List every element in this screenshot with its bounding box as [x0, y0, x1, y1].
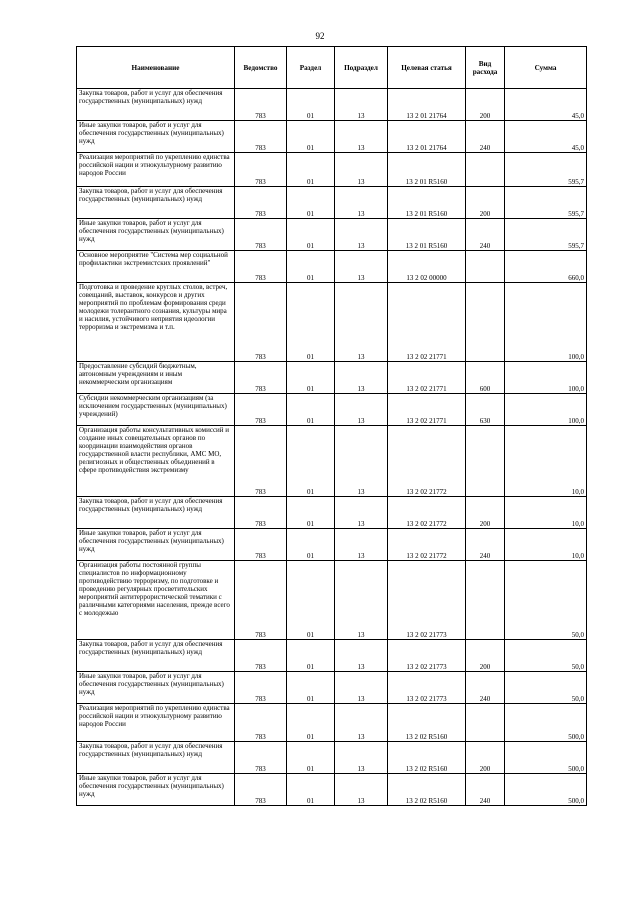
row-expense-type [466, 283, 505, 362]
row-name: Закупка товаров, работ и услуг для обеспечения государственных (муниципальных) нужд [77, 640, 235, 672]
row-section: 01 [287, 187, 335, 219]
row-subsection: 13 [335, 561, 388, 640]
row-department: 783 [235, 219, 287, 251]
row-department: 783 [235, 426, 287, 497]
table-row [77, 251, 587, 283]
row-name: Субсидии некоммерческим организациям (за исключением государственных (муниципальных) учреждений) [77, 394, 235, 426]
row-section: 01 [287, 561, 335, 640]
header-section: Раздел [287, 47, 335, 89]
row-amount: 500,0 [505, 774, 587, 806]
row-name: Иные закупки товаров, работ и услуг для обеспечения государственных (муниципальных) нужд [77, 672, 235, 704]
row-name: Основное мероприятие "Система мер социальной профилактики экстремистских проявлений" [77, 251, 235, 283]
row-department: 783 [235, 529, 287, 561]
row-department: 783 [235, 640, 287, 672]
row-amount: 500,0 [505, 704, 587, 742]
row-expense-type: 240 [466, 774, 505, 806]
row-name: Организация работы консультативных комиссий и создание иных совещательных органов по координации взаимодействия органов государственной власти республики, АМС МО, религиозных и общественных объединений в сфере противодействия экстремизму [77, 426, 235, 497]
header-name: Наименование [77, 47, 235, 89]
row-name: Иные закупки товаров, работ и услуг для обеспечения государственных (муниципальных) нужд [77, 529, 235, 561]
row-subsection: 13 [335, 672, 388, 704]
row-subsection: 13 [335, 640, 388, 672]
row-expense-type [466, 561, 505, 640]
row-department: 783 [235, 704, 287, 742]
header-subsection: Подраздел [335, 47, 388, 89]
table-header-row [77, 47, 587, 89]
row-expense-type: 200 [466, 640, 505, 672]
row-target: 13 2 02 21773 [388, 640, 466, 672]
row-name: Закупка товаров, работ и услуг для обеспечения государственных (муниципальных) нужд [77, 187, 235, 219]
row-subsection: 13 [335, 251, 388, 283]
row-department: 783 [235, 742, 287, 774]
row-department: 783 [235, 121, 287, 153]
row-section: 01 [287, 774, 335, 806]
row-name: Закупка товаров, работ и услуг для обеспечения государственных (муниципальных) нужд [77, 742, 235, 774]
row-amount: 100,0 [505, 362, 587, 394]
table-row [77, 89, 587, 121]
row-target: 13 2 01 R5160 [388, 153, 466, 187]
row-section: 01 [287, 219, 335, 251]
table-row [77, 283, 587, 362]
row-subsection: 13 [335, 153, 388, 187]
row-subsection: 13 [335, 362, 388, 394]
row-amount: 50,0 [505, 640, 587, 672]
row-target: 13 2 02 21773 [388, 672, 466, 704]
row-name: Закупка товаров, работ и услуг для обеспечения государственных (муниципальных) нужд [77, 497, 235, 529]
row-target: 13 2 02 21773 [388, 561, 466, 640]
row-expense-type: 240 [466, 121, 505, 153]
row-expense-type: 200 [466, 742, 505, 774]
row-target: 13 2 02 R5160 [388, 704, 466, 742]
row-department: 783 [235, 774, 287, 806]
row-name: Предоставление субсидий бюджетным, автономным учреждениям и иным некоммерческим организациям [77, 362, 235, 394]
header-amount: Сумма [505, 47, 587, 89]
row-section: 01 [287, 394, 335, 426]
header-expense-type: Вид расхода [466, 47, 505, 89]
row-expense-type: 240 [466, 529, 505, 561]
table-row [77, 640, 587, 672]
row-expense-type: 600 [466, 362, 505, 394]
row-target: 13 2 02 21772 [388, 497, 466, 529]
row-subsection: 13 [335, 426, 388, 497]
row-amount: 595,7 [505, 153, 587, 187]
row-target: 13 2 02 21771 [388, 362, 466, 394]
table-row [77, 529, 587, 561]
table-row [77, 426, 587, 497]
row-section: 01 [287, 426, 335, 497]
table-row [77, 153, 587, 187]
row-subsection: 13 [335, 529, 388, 561]
row-section: 01 [287, 251, 335, 283]
row-section: 01 [287, 362, 335, 394]
row-target: 13 2 02 R5160 [388, 742, 466, 774]
row-subsection: 13 [335, 121, 388, 153]
row-department: 783 [235, 187, 287, 219]
table-row [77, 219, 587, 251]
budget-table [76, 46, 587, 806]
row-expense-type: 240 [466, 219, 505, 251]
row-department: 783 [235, 362, 287, 394]
row-amount: 100,0 [505, 394, 587, 426]
row-department: 783 [235, 672, 287, 704]
row-amount: 10,0 [505, 497, 587, 529]
table-row [77, 774, 587, 806]
table-row [77, 497, 587, 529]
header-target: Целевая статья [388, 47, 466, 89]
row-subsection: 13 [335, 219, 388, 251]
row-subsection: 13 [335, 283, 388, 362]
table-row [77, 672, 587, 704]
row-amount: 595,7 [505, 219, 587, 251]
row-expense-type: 200 [466, 187, 505, 219]
row-target: 13 2 02 21772 [388, 426, 466, 497]
row-expense-type: 630 [466, 394, 505, 426]
row-amount: 595,7 [505, 187, 587, 219]
row-subsection: 13 [335, 497, 388, 529]
table-row [77, 394, 587, 426]
table-row [77, 187, 587, 219]
row-name: Иные закупки товаров, работ и услуг для обеспечения государственных (муниципальных) нужд [77, 121, 235, 153]
row-target: 13 2 02 00000 [388, 251, 466, 283]
row-department: 783 [235, 251, 287, 283]
row-section: 01 [287, 153, 335, 187]
row-section: 01 [287, 89, 335, 121]
table-row [77, 362, 587, 394]
row-name: Подготовка и проведение круглых столов, встреч, совещаний, выставок, конкурсов и других мероприятий по проблемам формирования среди молодежи толерантного сознания, культуры мира и насилия, устойчивого неприятия идеологии терроризма и экстремизма и т.п. [77, 283, 235, 362]
row-target: 13 2 02 21772 [388, 529, 466, 561]
row-amount: 50,0 [505, 672, 587, 704]
row-section: 01 [287, 672, 335, 704]
row-amount: 660,0 [505, 251, 587, 283]
row-amount: 500,0 [505, 742, 587, 774]
row-department: 783 [235, 283, 287, 362]
row-target: 13 2 02 21771 [388, 394, 466, 426]
row-subsection: 13 [335, 89, 388, 121]
row-section: 01 [287, 742, 335, 774]
row-section: 01 [287, 529, 335, 561]
row-target: 13 2 01 R5160 [388, 187, 466, 219]
table-row [77, 121, 587, 153]
row-name: Иные закупки товаров, работ и услуг для обеспечения государственных (муниципальных) нужд [77, 219, 235, 251]
row-department: 783 [235, 497, 287, 529]
row-subsection: 13 [335, 394, 388, 426]
row-name: Реализация мероприятий по укреплению единства российской нации и этнокультурному развитию народов России [77, 153, 235, 187]
row-section: 01 [287, 640, 335, 672]
row-department: 783 [235, 561, 287, 640]
row-amount: 10,0 [505, 426, 587, 497]
row-amount: 10,0 [505, 529, 587, 561]
row-amount: 45,0 [505, 121, 587, 153]
row-department: 783 [235, 89, 287, 121]
row-expense-type [466, 153, 505, 187]
row-expense-type [466, 251, 505, 283]
table-row [77, 561, 587, 640]
row-subsection: 13 [335, 774, 388, 806]
row-expense-type: 200 [466, 89, 505, 121]
row-section: 01 [287, 121, 335, 153]
page-number: 92 [315, 31, 325, 41]
row-expense-type [466, 704, 505, 742]
row-department: 783 [235, 153, 287, 187]
row-target: 13 2 01 R5160 [388, 219, 466, 251]
row-expense-type [466, 426, 505, 497]
row-name: Реализация мероприятий по укреплению единства российской нации и этнокультурному развитию народов России [77, 704, 235, 742]
row-department: 783 [235, 394, 287, 426]
row-subsection: 13 [335, 187, 388, 219]
row-target: 13 2 01 21764 [388, 89, 466, 121]
row-amount: 100,0 [505, 283, 587, 362]
row-amount: 45,0 [505, 89, 587, 121]
header-department: Ведомство [235, 47, 287, 89]
table-row [77, 704, 587, 742]
row-subsection: 13 [335, 704, 388, 742]
row-target: 13 2 02 21771 [388, 283, 466, 362]
row-name: Иные закупки товаров, работ и услуг для обеспечения государственных (муниципальных) нужд [77, 774, 235, 806]
row-subsection: 13 [335, 742, 388, 774]
row-section: 01 [287, 704, 335, 742]
row-amount: 50,0 [505, 561, 587, 640]
row-target: 13 2 02 R5160 [388, 774, 466, 806]
row-expense-type: 240 [466, 672, 505, 704]
row-expense-type: 200 [466, 497, 505, 529]
row-section: 01 [287, 283, 335, 362]
table-row [77, 742, 587, 774]
row-name: Организация работы постоянной группы специалистов по информационному противодействию терроризму, по подготовке и проведению регулярных просветительских мероприятий антитеррористической тематики с различными категориями населения, прежде всего с молодежью [77, 561, 235, 640]
row-name: Закупка товаров, работ и услуг для обеспечения государственных (муниципальных) нужд [77, 89, 235, 121]
row-section: 01 [287, 497, 335, 529]
row-target: 13 2 01 21764 [388, 121, 466, 153]
